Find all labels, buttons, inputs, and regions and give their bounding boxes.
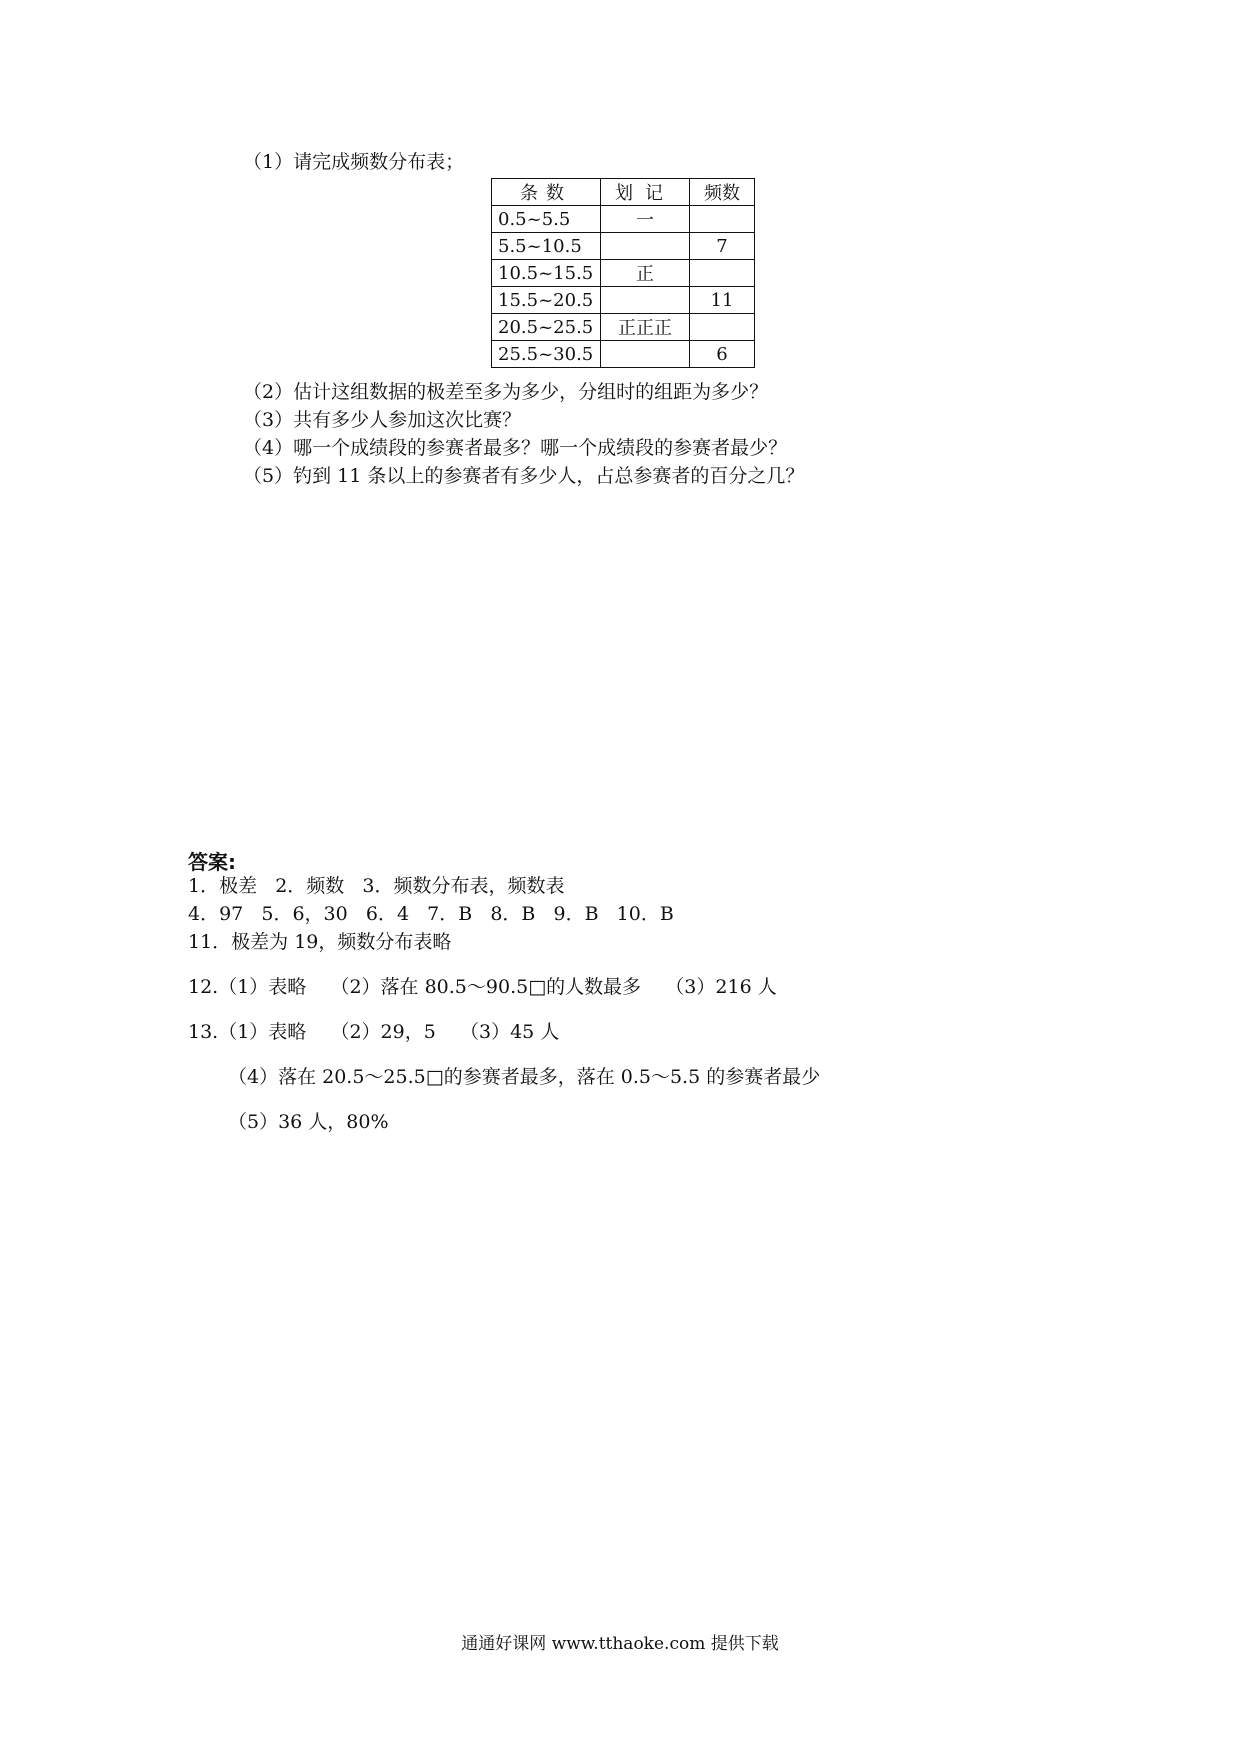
table-row bbox=[492, 206, 755, 233]
question-5: （5）钓到 11 条以上的参赛者有多少人，占总参赛者的百分之几？ bbox=[243, 465, 805, 487]
answer-line: （5）36 人，80% bbox=[228, 1111, 389, 1133]
cell-range: 20.5~25.5 bbox=[492, 314, 601, 341]
answer-line: （4）落在 20.5～25.5□的参赛者最多，落在 0.5～5.5 的参赛者最少 bbox=[228, 1066, 821, 1088]
answer-line: 12.（1）表略 （2）落在 80.5～90.5□的人数最多 （3）216 人 bbox=[188, 976, 777, 998]
answer-line: 13.（1）表略 （2）29，5 （3）45 人 bbox=[188, 1021, 560, 1043]
page-footer: 通通好课网 www.tthaoke.com 提供下载 bbox=[461, 1634, 779, 1654]
cell-range: 0.5~5.5 bbox=[492, 206, 601, 233]
answers-title: 答案: bbox=[188, 850, 236, 874]
cell-frequency bbox=[690, 206, 755, 233]
table-row bbox=[492, 260, 755, 287]
cell-tally: 一 bbox=[601, 206, 690, 233]
cell-frequency: 6 bbox=[690, 341, 755, 368]
table-row bbox=[492, 287, 755, 314]
cell-tally bbox=[601, 233, 690, 260]
question-2: （2）估计这组数据的极差至多为多少，分组时的组距为多少？ bbox=[243, 381, 769, 403]
answer-line: 1．极差 2．频数 3．频数分布表，频数表 bbox=[188, 875, 565, 897]
cell-range: 15.5~20.5 bbox=[492, 287, 601, 314]
question-3: （3）共有多少人参加这次比赛？ bbox=[243, 409, 522, 431]
header-count: 条数 bbox=[492, 179, 601, 206]
question-1: （1）请完成频数分布表； bbox=[243, 151, 465, 173]
table-header-row bbox=[492, 179, 755, 206]
answer-line: 4．97 5．6，30 6．4 7．B 8．B 9．B 10．B bbox=[188, 903, 674, 925]
table-row bbox=[492, 341, 755, 368]
cell-frequency: 11 bbox=[690, 287, 755, 314]
table-row bbox=[492, 233, 755, 260]
cell-range: 10.5~15.5 bbox=[492, 260, 601, 287]
cell-range: 25.5~30.5 bbox=[492, 341, 601, 368]
cell-frequency bbox=[690, 314, 755, 341]
cell-tally bbox=[601, 341, 690, 368]
header-tally: 划记 bbox=[601, 179, 690, 206]
header-frequency: 频数 bbox=[690, 179, 755, 206]
cell-frequency bbox=[690, 260, 755, 287]
cell-tally bbox=[601, 287, 690, 314]
frequency-table bbox=[491, 178, 755, 368]
answer-line: 11．极差为 19，频数分布表略 bbox=[188, 931, 452, 953]
cell-frequency: 7 bbox=[690, 233, 755, 260]
table-row bbox=[492, 314, 755, 341]
cell-tally: 正 bbox=[601, 260, 690, 287]
question-4: （4）哪一个成绩段的参赛者最多？哪一个成绩段的参赛者最少？ bbox=[243, 437, 788, 459]
cell-tally: 正正正 bbox=[601, 314, 690, 341]
cell-range: 5.5~10.5 bbox=[492, 233, 601, 260]
